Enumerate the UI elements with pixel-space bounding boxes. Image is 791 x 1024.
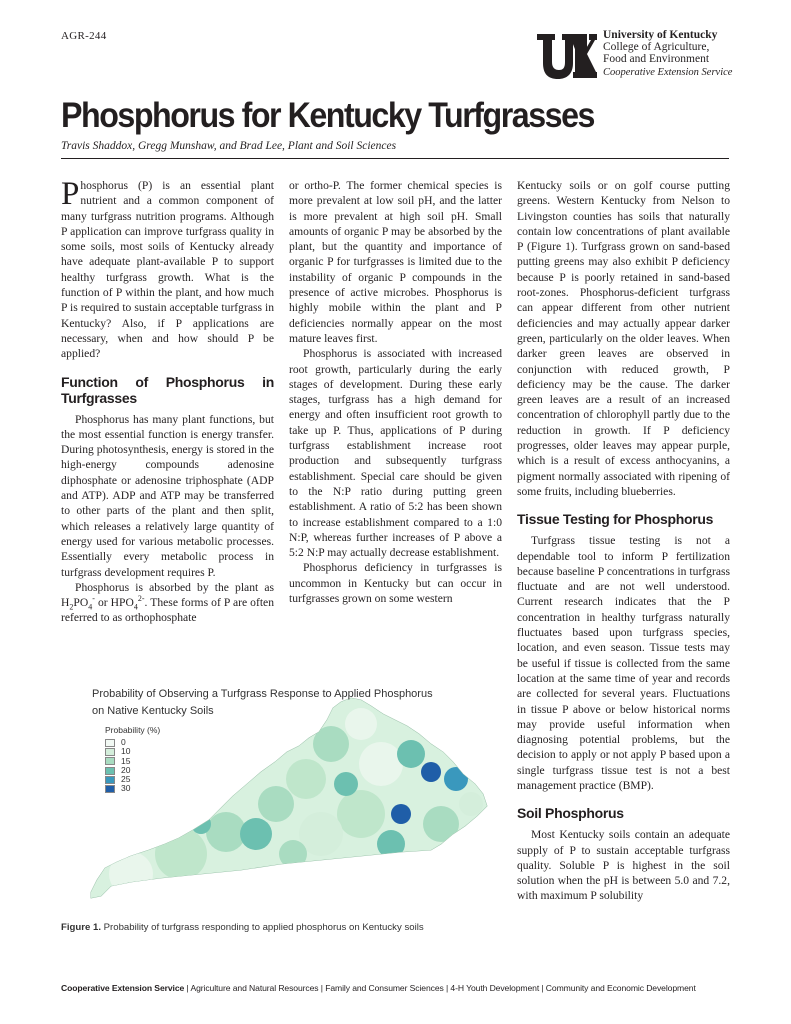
intro-text: hosphorus (P) is an essential plant nutrient and a common component of many turfgrass nutrition programs. Although P application can improve turfgrass quality in some soils, most soils of Kentucky already have adequate plant-available P to support healthy turfgrass growth. What is the function of P within the plant, and how much P is required to sustain acceptable turfgrass in Kentucky? Also, if P applications are necessary, when and how should P be applied? [61, 179, 274, 361]
legend-item: 30 [105, 784, 160, 793]
paragraph-absorption: Phosphorus is absorbed by the plant as $H_2PO_4^-$ or $HPO_4^{2-}$. These forms of P are often referred to as orthophosphate [61, 580, 274, 625]
paragraph-root-growth: Phosphorus is associated with increased root growth, particularly during the early stages of development. During these early stages, turfgrass has a high demand for energy and often insufficient root growth to take up P. Thus, applications of P during turfgrass establishment increase root production and subsequently turfgrass establishment. Special care should be given to the N:P ratio during putting green establishment. A ratio of 5:2 has been shown to increase establishment compared to a 1:0 N:P, whereas further increases of P above a 5:2 N:P may actually decrease establishment. [289, 347, 502, 560]
legend-swatch-0 [105, 739, 115, 747]
map-legend [105, 726, 160, 793]
intro-paragraph [61, 178, 274, 362]
map-title-line-1: Probability of Observing a Turfgrass Response to Applied Phosphorus [92, 688, 433, 700]
paragraph-deficiency: Phosphorus deficiency in turfgrasses is uncommon in Kentucky but can occur in turfgrasses grown on some western [289, 561, 502, 606]
university-block [603, 29, 732, 79]
college-line-1: College of Agriculture, [603, 41, 710, 53]
column-3 [517, 178, 730, 904]
footer-service: Cooperative Extension Service [61, 983, 185, 993]
legend-item: 20 [105, 766, 160, 775]
paragraph-ortho: or ortho-P. The former chemical species is more prevalent at low soil pH, and the latter is more prevalent at high soil pH. Small amounts of organic P may be absorbed by the plant, but the quantity and importance of organic P for turfgrasses is limited due to the instability of organic P compounds in the presence of active microbes. Phosphorus is highly mobile within the plant and P deficiencies normally appear on the most mature leaves first. [289, 179, 502, 345]
legend-item: 25 [105, 775, 160, 784]
paragraph-tissue: Turfgrass tissue testing is not a dependable tool to inform P fertilization because baseline P concentrations in turfgrass fluctuate and are not well understood. Current research indicates that the P concentration in healthy turfgrass naturally fluctuates based upon turfgrass species, location, and even season. Tissue tests may be useful if tissue is collected from the same location at the same time of year and records are collected for several years. Fluctuations in tissue P above or below historical norms may provide useful information when diagnosing potential problems, but the decision to apply or not apply P based upon a single turfgrass tissue test is not a best management practice (BMP). [517, 534, 730, 792]
drop-cap: P [61, 176, 80, 212]
legend-item: 0 [105, 738, 160, 747]
heading-soil-phosphorus: Soil Phosphorus [517, 805, 624, 822]
legend-swatch-1 [105, 748, 115, 756]
paragraph-energy: Phosphorus has many plant functions, but the most essential function is energy transfer. During photosynthesis, energy is stored in the high-energy compounds adenosine diphosphate or adenosine triphosphate (ADP and ATP). ADP and ATP may be transferred to other parts of the plant and then split, which releases a relatively large quantity of energy used for various metabolic processes. Essentially every metabolic process in turfgrass development requires P. [61, 412, 274, 579]
legend-swatch-3 [105, 767, 115, 775]
publication-number: AGR-244 [61, 30, 107, 42]
legend-item: 15 [105, 757, 160, 766]
column-2 [289, 178, 502, 606]
paragraph-western-ky: Kentucky soils or on golf course putting greens. Western Kentucky from Nelson to Livingston counties has soils that naturally contain low concentrations of plant available P (Figure 1). Turfgrass grown on sand-based putting greens may also exhibit P deficiency because P is poorly retained in sand-based root-zones. Phosphorus-deficient turfgrass can appear different from other nutrient deficiencies and may actually appear darker green, particularly on the older leaves. When darker green leaves are observed in conjunction with reduced growth, P deficiency may be the cause. The darker green leaves are a result of an increased concentration of chlorophyll partly due to the reduction in growth. If P deficiency progresses, older leaves may appear purple, which is a result of excess anthocyanins, a pigment normally associated with ripening of some fruits, including blueberries. [517, 179, 730, 498]
heading-tissue-testing: Tissue Testing for Phosphorus [517, 511, 714, 528]
figure-caption [61, 922, 424, 933]
legend-swatch-5 [105, 785, 115, 793]
legend-swatch-4 [105, 776, 115, 784]
extension-service: Cooperative Extension Service [603, 67, 733, 78]
heading-function: Function of Phosphorus in Turfgrasses [61, 373, 274, 406]
uk-logo [535, 32, 597, 80]
caption-text: Probability of turfgrass responding to applied phosphorus on Kentucky soils [103, 922, 424, 933]
page-title: Phosphorus for Kentucky Turfgrasses [61, 96, 594, 135]
map-title [92, 686, 433, 720]
authors: Travis Shaddox, Gregg Munshaw, and Brad Lee, Plant and Soil Sciences [61, 140, 397, 152]
column-1 [61, 178, 274, 626]
legend-swatch-2 [105, 757, 115, 765]
legend-title: Probability (%) [105, 725, 161, 735]
title-rule [61, 158, 729, 159]
legend-item: 10 [105, 747, 160, 756]
footer-units: | Agriculture and Natural Resources | Family and Consumer Sciences | 4-H Youth Development | Community and Economic Development [186, 983, 696, 993]
footer [61, 983, 696, 993]
paragraph-soil: Most Kentucky soils contain an adequate supply of P to sustain acceptable turfgrass quality. Soluble P is highest in the soil solution when the pH is between 5.0 and 7.2, with maximum P solubility [517, 828, 730, 903]
college-line-2: Food and Environment [603, 53, 710, 65]
caption-label: Figure 1. [61, 922, 101, 933]
university-name: University of Kentucky [603, 29, 718, 41]
map-title-line-2: on Native Kentucky Soils [92, 705, 214, 717]
